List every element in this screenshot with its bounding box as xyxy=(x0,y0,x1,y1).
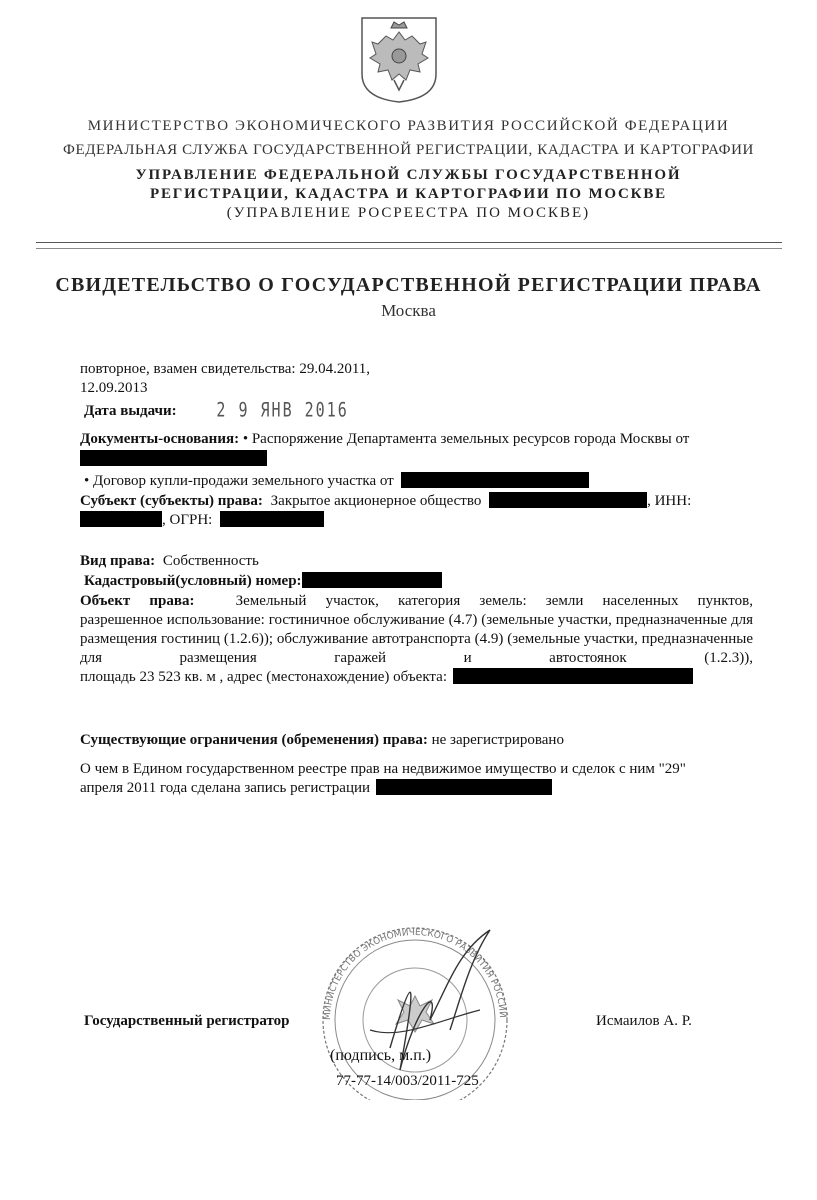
redacted-block xyxy=(453,668,693,684)
redacted-block xyxy=(401,472,589,488)
service-name: ФЕДЕРАЛЬНАЯ СЛУЖБА ГОСУДАРСТВЕННОЙ РЕГИСТРАЦИИ, КАДАСТРА И КАРТОГРАФИИ xyxy=(63,142,754,158)
restrictions-value: не зарегистрировано xyxy=(431,732,564,748)
redacted-block xyxy=(80,511,162,527)
registry-line-2-row xyxy=(80,779,780,798)
subject-row xyxy=(80,492,780,511)
right-type-row xyxy=(80,552,259,571)
registry-record xyxy=(80,760,780,798)
signature-caption: (подпись, м.п.) xyxy=(330,1047,432,1064)
header-divider-top xyxy=(36,242,782,243)
restrictions-label: Существующие ограничения (обременения) права: xyxy=(80,732,428,748)
object-text-first: Земельный участок, категория земель: земли населенных пунктов, xyxy=(235,593,753,609)
base-document-2: • Договор купли-продажи земельного участка от xyxy=(84,473,394,489)
object-section xyxy=(80,592,753,687)
redacted-block xyxy=(302,572,442,588)
registration-number: 77-77-14/003/2011-725 xyxy=(336,1073,479,1089)
department-line-2: РЕГИСТРАЦИИ, КАДАСТРА И КАРТОГРАФИИ ПО МОСКВЕ xyxy=(150,186,667,202)
issue-date-stamp: 2 9 ЯНВ 2016 xyxy=(216,398,349,422)
registry-line-1: О чем в Едином государственном реестре прав на недвижимое имущество и сделок с ним "29" xyxy=(80,761,686,777)
right-type-value: Собственность xyxy=(162,553,259,569)
seal-text: МИНИСТЕРСТВО ЭКОНОМИЧЕСКОГО РАЗВИТИЯ РОССИЙ xyxy=(322,927,508,1021)
registry-line-2: апреля 2011 года сделана запись регистрации xyxy=(80,780,371,796)
object-last-line xyxy=(80,668,753,687)
department-name xyxy=(0,166,817,223)
base-documents xyxy=(80,430,760,449)
coat-of-arms-emblem xyxy=(358,14,440,104)
issue-date-label: Дата выдачи: xyxy=(84,403,177,419)
department-line-1: УПРАВЛЕНИЕ ФЕДЕРАЛЬНОЙ СЛУЖБЫ ГОСУДАРСТВЕННОЙ xyxy=(135,167,682,183)
base-document-1: • Распоряжение Департамента земельных ресурсов города Москвы от xyxy=(242,431,690,447)
inn-label: , ИНН: xyxy=(647,493,692,509)
subject-label: Субъект (субъекты) права: xyxy=(80,493,263,509)
subject-value: Закрытое акционерное общество xyxy=(270,493,482,509)
object-area-address: площадь 23 523 кв. м , адрес (местонахождение) объекта: xyxy=(80,669,447,685)
repeat-note-line-1: повторное, взамен свидетельства: 29.04.2011, xyxy=(80,361,371,377)
redacted-block xyxy=(376,779,552,795)
redacted-block xyxy=(489,492,647,508)
base-document-2-row xyxy=(84,472,764,491)
header-divider-bottom xyxy=(36,248,782,249)
ministry-name: МИНИСТЕРСТВО ЭКОНОМИЧЕСКОГО РАЗВИТИЯ РОССИЙСКОЙ ФЕДЕРАЦИИ xyxy=(87,118,730,134)
object-label: Объект права: xyxy=(80,593,195,609)
repeat-note-line-2: 12.09.2013 xyxy=(80,380,148,396)
restrictions-row xyxy=(80,731,564,750)
registrar-label: Государственный регистратор xyxy=(84,1013,290,1029)
redacted-block xyxy=(80,450,267,466)
cadastral-label: Кадастровый(условный) номер: xyxy=(84,573,302,589)
subject-row-2 xyxy=(80,511,780,530)
document-title: СВИДЕТЕЛЬСТВО О ГОСУДАРСТВЕННОЙ РЕГИСТРАЦИИ ПРАВА xyxy=(55,274,762,296)
object-text: разрешенное использование: гостиничное обслуживание (4.7) (земельные участки, предназначенные для размещения гостиниц (1.2.6)); обслуживание автотранспорта (4.9) (земельные участки, предназначенные для размещения гаражей и автостоянок (1.2.3)), xyxy=(80,612,753,666)
cadastral-row xyxy=(84,572,442,591)
registrar-name: Исмаилов А. Р. xyxy=(596,1013,692,1029)
department-short-name: (УПРАВЛЕНИЕ РОСРЕЕСТРА ПО МОСКВЕ) xyxy=(226,205,591,221)
base-documents-label: Документы-основания: xyxy=(80,431,240,447)
ogrn-label: , ОГРН: xyxy=(162,512,213,528)
issue-date-row xyxy=(84,398,349,422)
repeat-note xyxy=(80,360,480,398)
redacted-block xyxy=(220,511,324,527)
object-first-line xyxy=(80,592,753,611)
right-type-label: Вид права: xyxy=(80,553,156,569)
document-city: Москва xyxy=(381,301,436,320)
